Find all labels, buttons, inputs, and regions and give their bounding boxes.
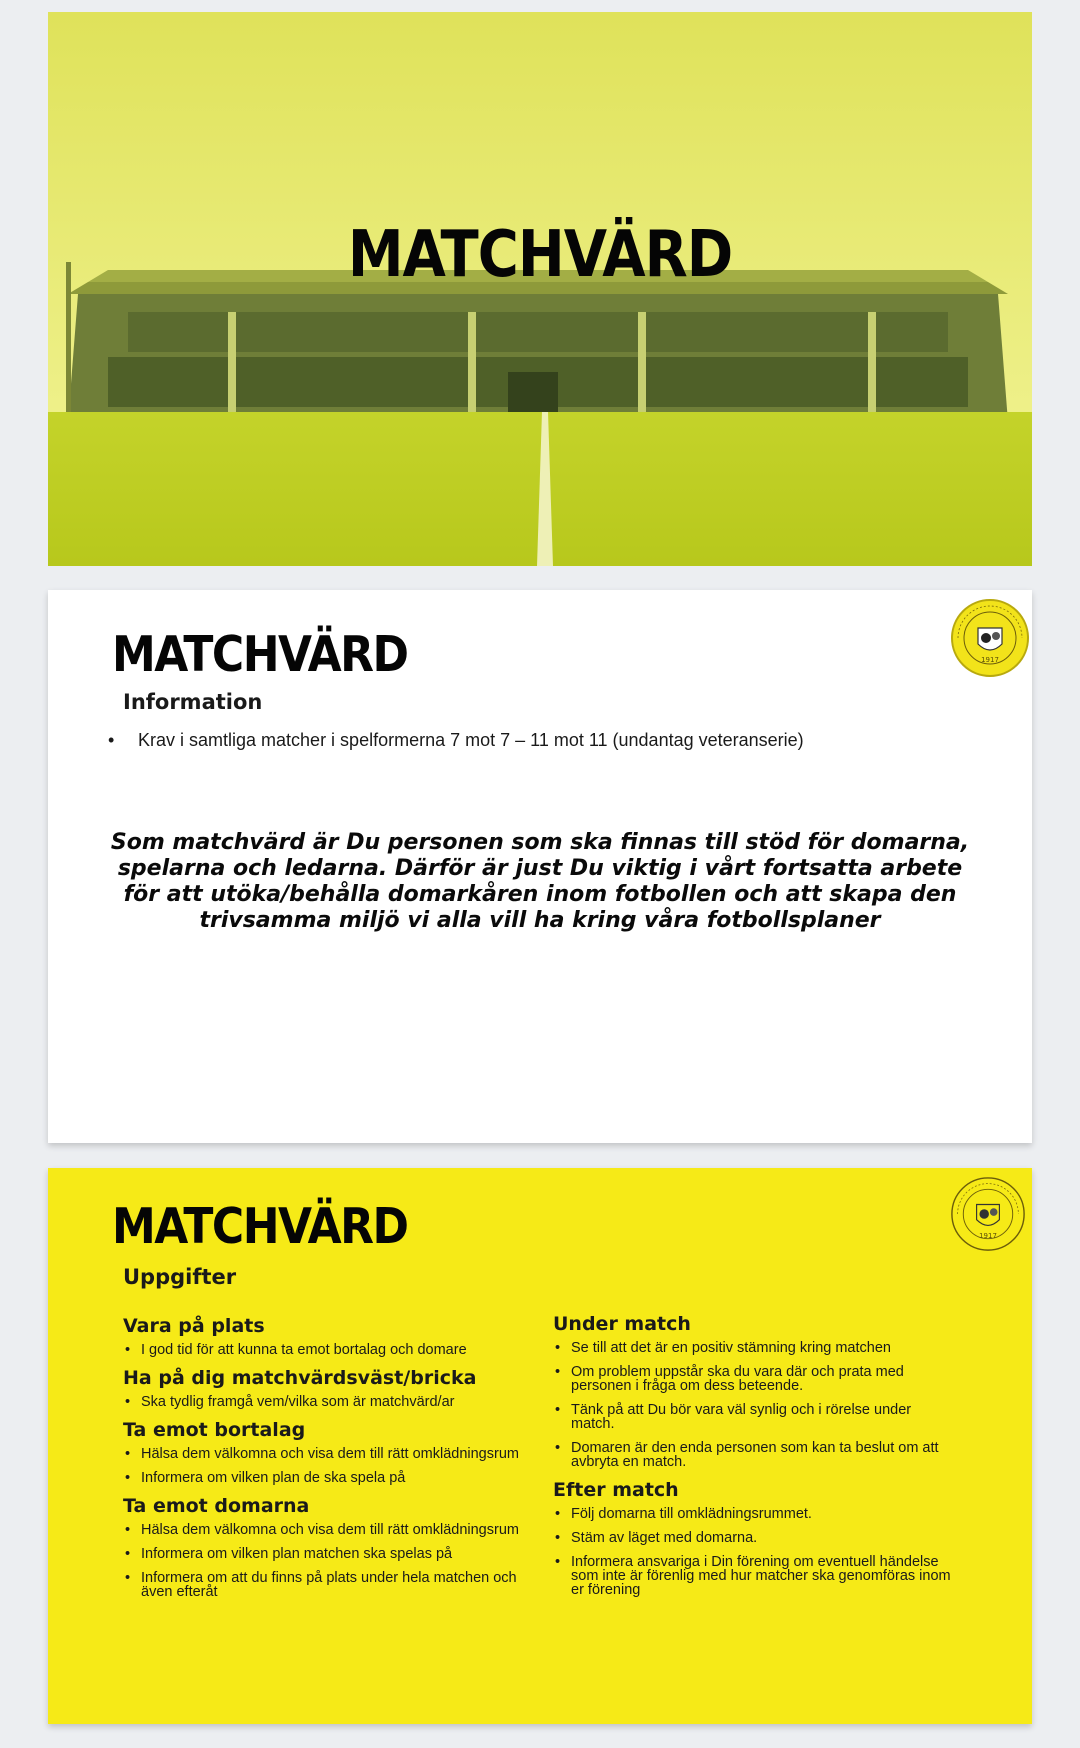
requirement-text: Krav i samtliga matcher i spelformerna 7 mot 7 – 11 mot 11 (undantag veteranserie)	[138, 730, 804, 750]
requirement-bullet: • Krav i samtliga matcher i spelformerna 7 mot 7 – 11 mot 11 (undantag veteranserie)	[108, 730, 804, 750]
task-item: • Se till att det är en positiv stämning kring matchen	[553, 1341, 953, 1355]
task-item: • Informera ansvariga i Din förening om eventuell händelse som inte är förenlig med hur matcher ska genomföras inom er förening	[553, 1555, 953, 1597]
logo-year: 1917	[981, 656, 999, 664]
task-heading: Under match	[553, 1313, 691, 1335]
task-item: • Om problem uppstår ska du vara där och prata med personen i fråga om dess beteende.	[553, 1365, 953, 1393]
task-item: • Hälsa dem välkomna och visa dem till rätt omklädningsrum	[123, 1447, 523, 1461]
task-item: • Domaren är den enda personen som kan ta beslut om att avbryta en match.	[553, 1441, 953, 1469]
task-heading: Ta emot domarna	[123, 1495, 310, 1517]
tasks-slide	[48, 1168, 1032, 1724]
right-task-column	[553, 1313, 953, 1607]
slide-title: MATCHVÄRD	[112, 626, 408, 684]
task-item: • Tänk på att Du bör vara väl synlig och i rörelse under match.	[553, 1403, 953, 1431]
task-item: • Följ domarna till omklädningsrummet.	[553, 1507, 953, 1521]
logo-year: 1917	[979, 1232, 997, 1240]
task-item: • Informera om att du finns på plats under hela matchen och även efteråt	[123, 1571, 523, 1599]
task-item: • Ska tydlig framgå vem/vilka som är matchvärd/ar	[123, 1395, 523, 1409]
information-slide	[48, 590, 1032, 1143]
task-item: • Informera om vilken plan de ska spela på	[123, 1471, 523, 1485]
left-task-column	[123, 1315, 523, 1609]
task-item: • Hälsa dem välkomna och visa dem till rätt omklädningsrum	[123, 1523, 523, 1537]
section-subtitle: Uppgifter	[123, 1265, 237, 1289]
federation-logo-icon	[950, 598, 1030, 682]
role-quote: Som matchvärd är Du personen som ska finnas till stöd för domarna, spelarna och ledarna. Därför är just Du viktig i vårt fortsatta arbete för att utöka/behålla domarkåren inom fotbollen och att skapa den trivsamma miljö vi alla vill ha kring våra fotbollsplaner	[110, 830, 970, 933]
task-item: • Informera om vilken plan matchen ska spelas på	[123, 1547, 523, 1561]
section-subtitle: Information	[123, 690, 263, 714]
task-heading: Vara på plats	[123, 1315, 265, 1337]
task-heading: Ha på dig matchvärdsväst/bricka	[123, 1367, 477, 1389]
slide-title: MATCHVÄRD	[347, 217, 733, 292]
task-item: • I god tid för att kunna ta emot bortalag och domare	[123, 1343, 523, 1357]
task-heading: Ta emot bortalag	[123, 1419, 306, 1441]
task-heading: Efter match	[553, 1479, 679, 1501]
title-slide	[48, 12, 1032, 566]
task-item: • Stäm av läget med domarna.	[553, 1531, 953, 1545]
slide-title: MATCHVÄRD	[112, 1198, 408, 1256]
federation-logo-icon	[950, 1176, 1026, 1256]
